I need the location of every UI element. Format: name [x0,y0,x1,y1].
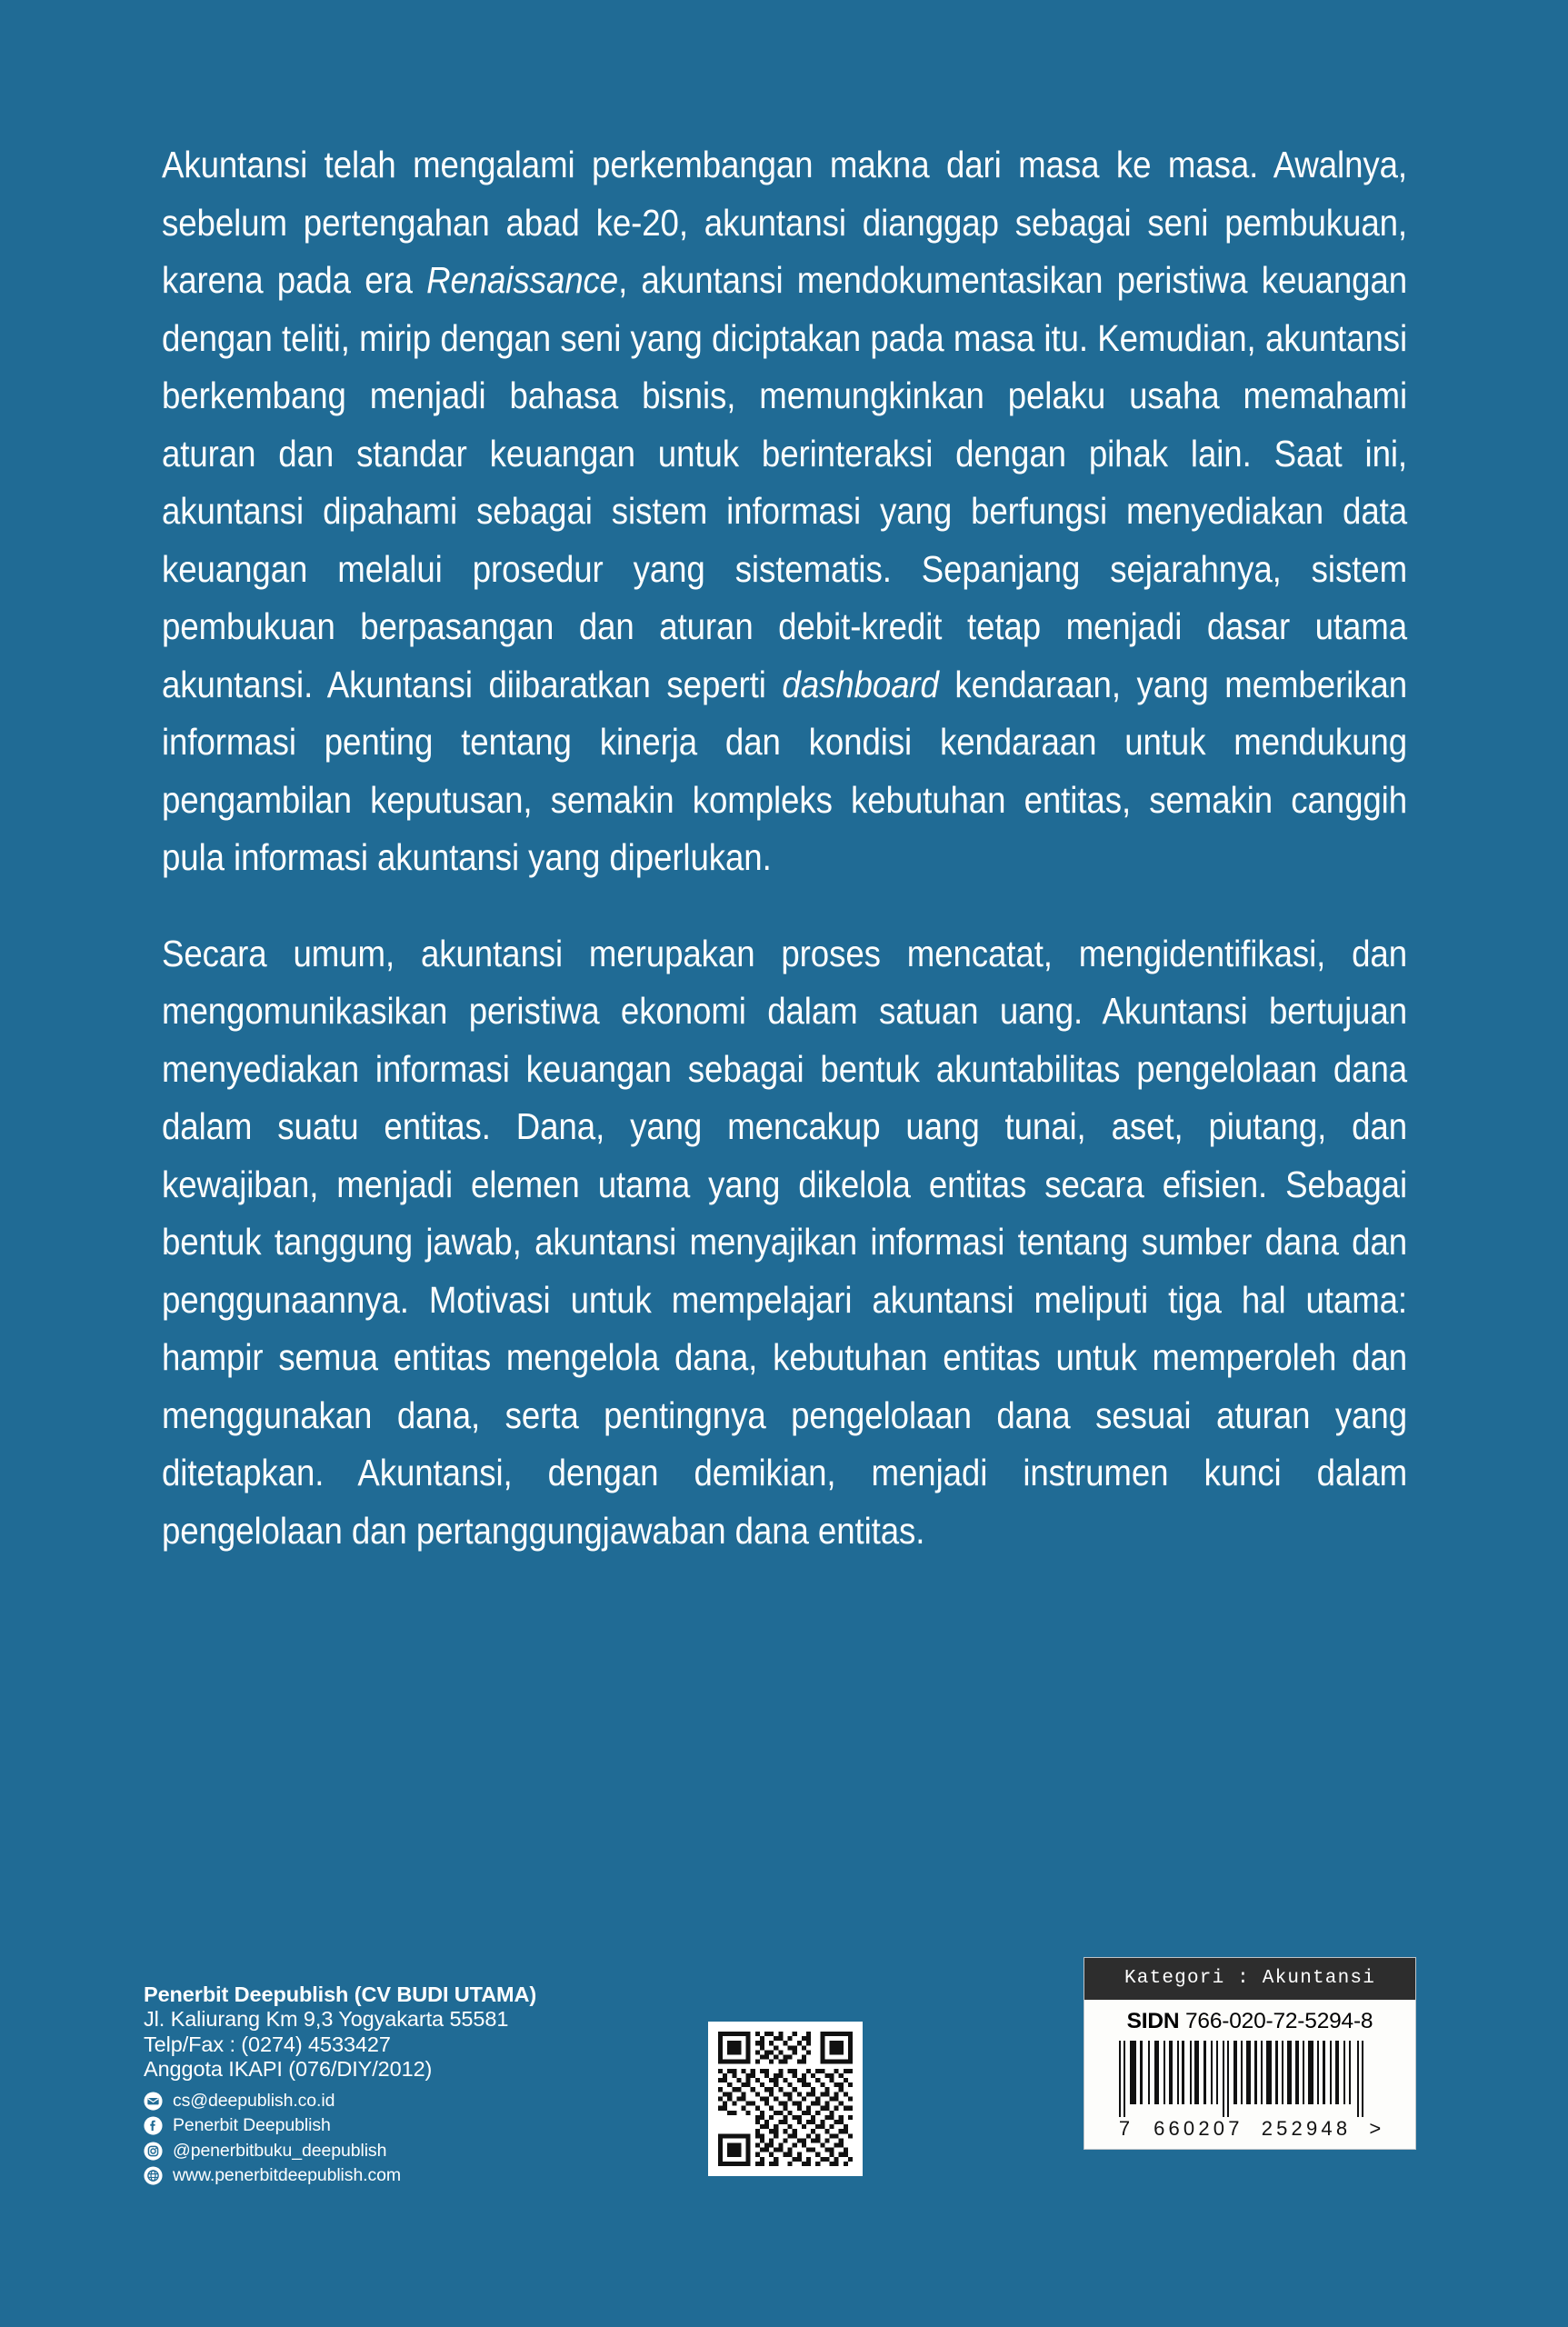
barcode-block [1084,1957,1416,2150]
sidn-label: SIDN [1126,2009,1180,2033]
publisher-phone: Telp/Fax : (0274) 4533427 [144,2032,391,2056]
blurb-paragraph-2: Secara umum, akuntansi merupakan proses mencatat, mengidentifikasi, dan mengomunikasikan peristiwa ekonomi dalam satuan uang. Akuntansi bertujuan menyediakan informasi keuangan sebagai bentuk akuntabilitas pengelolaan dana dalam suatu entitas. Dana, yang mencakup uang tunai, aset, piutang, dan kewajiban, menjadi elemen utama yang dikelola entitas secara efisien. Sebagai bentuk tanggung jawab, akuntansi menyajikan informasi tentang sumber dana dan penggunaannya. Motivasi untuk mempelajari akuntansi meliputi tiga hal utama: hampir semua entitas mengelola dana, kebutuhan entitas untuk memperoleh dan menggunakan dana, serta pentingnya pengelolaan dana sesuai aturan yang ditetapkan. Akuntansi, dengan demikian, menjadi instrumen kunci dalam pengelolaan dan pertanggungjawaban dana entitas. [162,932,1408,1552]
barcode-category-label: Kategori : Akuntansi [1084,1958,1415,2000]
barcode-digit-trail: > [1369,2117,1382,2140]
facebook-icon [144,2116,163,2135]
barcode-bars [1114,2041,1386,2117]
contact-instagram-text[interactable]: @penerbitbuku_deepublish [173,2140,387,2161]
barcode-digit-group-1: 660207 [1154,2117,1243,2140]
blurb-text-block [162,136,1407,1560]
publisher-info-block [144,1982,653,2190]
publisher-name: Penerbit Deepublish (CV BUDI UTAMA) [144,1982,537,2006]
contact-website-text[interactable]: www.penerbitdeepublish.com [173,2165,402,2185]
blurb-p1-part-3: kendaraan, yang memberikan informasi penting tentang kinerja dan kondisi kendaraan untuk mendukung pengambilan keputusan, semakin kompleks kebutuhan entitas, semakin canggih pula informasi akuntansi yang diperlukan. [162,663,1408,878]
contact-row-email [144,2090,653,2112]
blurb-p1-part-2: , akuntansi mendokumentasikan peristiwa keuangan dengan teliti, mirip dengan seni yang diciptakan pada masa itu. Kemudian, akuntansi berkembang menjadi bahasa bisnis, memungkinkan pelaku usaha memahami aturan dan standar keuangan untuk berinteraksi dengan pihak lain. Saat ini, akuntansi dipahami sebagai sistem informasi yang berfungsi menyediakan data keuangan melalui prosedur yang sistematis. Sepanjang sejarahnya, sistem pembukuan berpasangan dan aturan debit-kredit tetap menjadi dasar utama akuntansi. Akuntansi diibaratkan seperti [162,259,1408,705]
blurb-paragraph-1 [162,136,1407,887]
barcode-body [1084,2000,1415,2149]
barcode-digits [1084,2118,1415,2143]
website-icon [144,2166,163,2185]
sidn-line [1084,2010,1415,2033]
email-icon [144,2092,163,2111]
blurb-p1-italic-renaissance: Renaissance [426,259,619,301]
contact-row-facebook [144,2114,653,2137]
publisher-address: Jl. Kaliurang Km 9,3 Yogyakarta 55581 [144,2007,509,2031]
sidn-number: 766-020-72-5294-8 [1184,2009,1373,2033]
barcode-digit-group-2: 252948 [1261,2117,1352,2140]
qr-code[interactable] [708,2022,863,2176]
publisher-contacts-list [144,2090,653,2188]
qr-code-image [718,2032,853,2166]
publisher-ikapi-membership: Anggota IKAPI (076/DIY/2012) [144,2057,433,2081]
contact-row-instagram [144,2140,653,2162]
blurb-p1-italic-dashboard: dashboard [782,663,939,705]
contact-row-website [144,2164,653,2187]
contact-facebook-text[interactable]: Penerbit Deepublish [173,2115,331,2135]
contact-email-text[interactable]: cs@deepublish.co.id [173,2090,335,2111]
instagram-icon [144,2142,163,2161]
blurb-p1-part-1: Akuntansi telah mengalami perkembangan makna dari masa ke masa. Awalnya, sebelum pertengahan abad ke-20, akuntansi dianggap sebagai seni pembukuan, karena pada era [162,144,1408,301]
barcode-digit-lead: 7 [1118,2117,1131,2140]
